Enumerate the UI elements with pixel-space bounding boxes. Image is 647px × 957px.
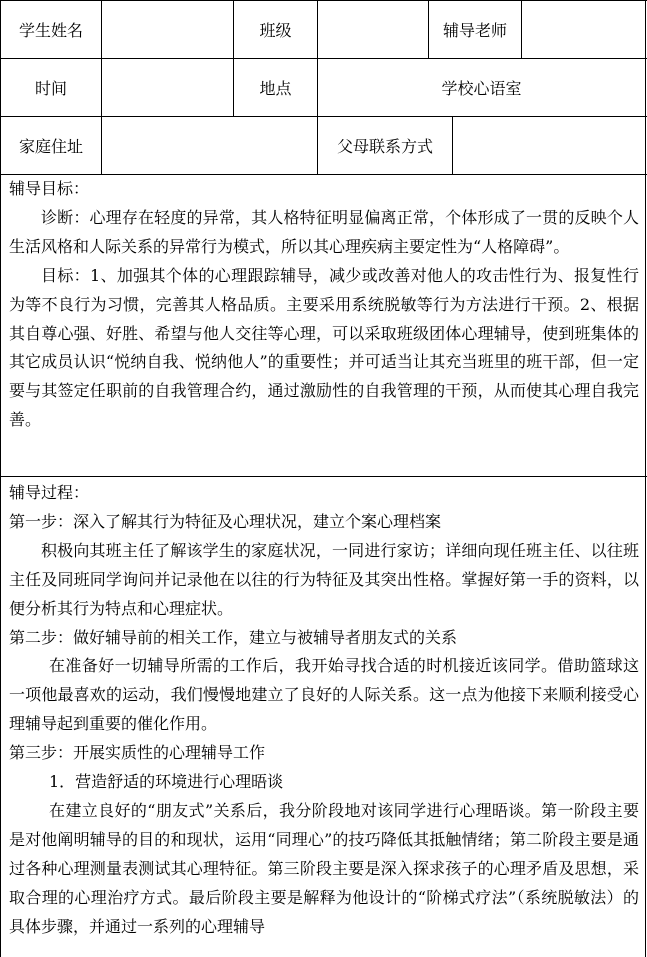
step2-body: 在准备好一切辅导所需的工作后，我开始寻找合适的时机接近该同学。借助篮球这一项他最喜欢的运动，我们慢慢地建立了良好的人际关系。这一点为他接下来顺利接受心理辅导起到重要的催化作用。 bbox=[9, 656, 639, 734]
class-label: 班级 bbox=[259, 21, 292, 40]
goals-divider bbox=[0, 476, 647, 477]
step1-body: 积极向其班主任了解该学生的家庭状况，一同进行家访；详细向现任班主任、以往班主任及同班同学询问并记录他在以往的行为特征及其突出性格。掌握好第一手的资料，以便分析其行为特点和心理症状。 bbox=[9, 540, 639, 618]
step3-title: 第三步：开展实质性的心理辅导工作 bbox=[9, 743, 266, 763]
step3-body: 在建立良好的“朋友式”关系后，我分阶段地对该同学进行心理晤谈。第一阶段主要是对他阐明辅导的目的和现状，运用“同理心”的技巧降低其抵触情绪；第二阶段主要是通过各种心理测量表测试其心理特征。第三阶段主要是深入探求孩子的心理矛盾及思想，采取合理的心理治疗方式。最后阶段主要是解释为他设计的“阶梯式疗法”（系统脱敏法）的具体步骤，并通过一系列的心理辅导 bbox=[9, 800, 639, 936]
class-field[interactable] bbox=[318, 1, 428, 58]
counselor-field[interactable] bbox=[522, 1, 645, 58]
location-value[interactable]: 学校心语室 bbox=[441, 79, 522, 98]
goals-diagnosis: 诊断：心理存在轻度的异常，其人格特征明显偏离正常，个体形成了一贯的反映个人生活风格和人际关系的异常行为模式，所以其心理疾病主要定性为“人格障碍”。 bbox=[9, 207, 639, 256]
student-name-field[interactable] bbox=[102, 1, 233, 58]
counseling-goals-section bbox=[9, 175, 639, 435]
time-label: 时间 bbox=[34, 79, 67, 98]
step1-title: 第一步：深入了解其行为特征及心理状况，建立个案心理档案 bbox=[9, 511, 442, 531]
time-field[interactable] bbox=[102, 59, 233, 116]
step2-title: 第二步：做好辅导前的相关工作，建立与被辅导者朋友式的关系 bbox=[9, 627, 458, 647]
location-label: 地点 bbox=[259, 79, 292, 98]
goals-target: 目标：1、加强其个体的心理跟踪辅导，减少或改善对他人的攻击性行为、报复性行为等不良行为习惯，完善其人格品质。主要采用系统脱敏等行为方法进行干预。2、根据其自尊心强、好胜、希望与他人交往等心理，可以采取班级团体心理辅导，使到班集体的其它成员认识“悦纳自我、悦纳他人”的重要性；并可适当让其充当班里的班干部，但一定要与其签定任职前的自我管理合约，通过激励性的自我管理的干预，从而使其心理自我完善。 bbox=[9, 265, 639, 430]
goals-heading: 辅导目标： bbox=[9, 179, 90, 198]
counselor-label: 辅导老师 bbox=[442, 21, 507, 40]
address-label: 家庭住址 bbox=[18, 137, 83, 156]
table-border-right bbox=[645, 0, 646, 957]
step3-subheading: 1．营造舒适的环境进行心理晤谈 bbox=[49, 772, 284, 792]
counseling-process-section bbox=[9, 479, 639, 942]
parent-contact-field[interactable] bbox=[453, 117, 645, 174]
address-field[interactable] bbox=[102, 117, 317, 174]
parent-contact-label: 父母联系方式 bbox=[336, 137, 433, 156]
student-name-label: 学生姓名 bbox=[18, 21, 83, 40]
process-heading: 辅导过程： bbox=[9, 483, 90, 502]
